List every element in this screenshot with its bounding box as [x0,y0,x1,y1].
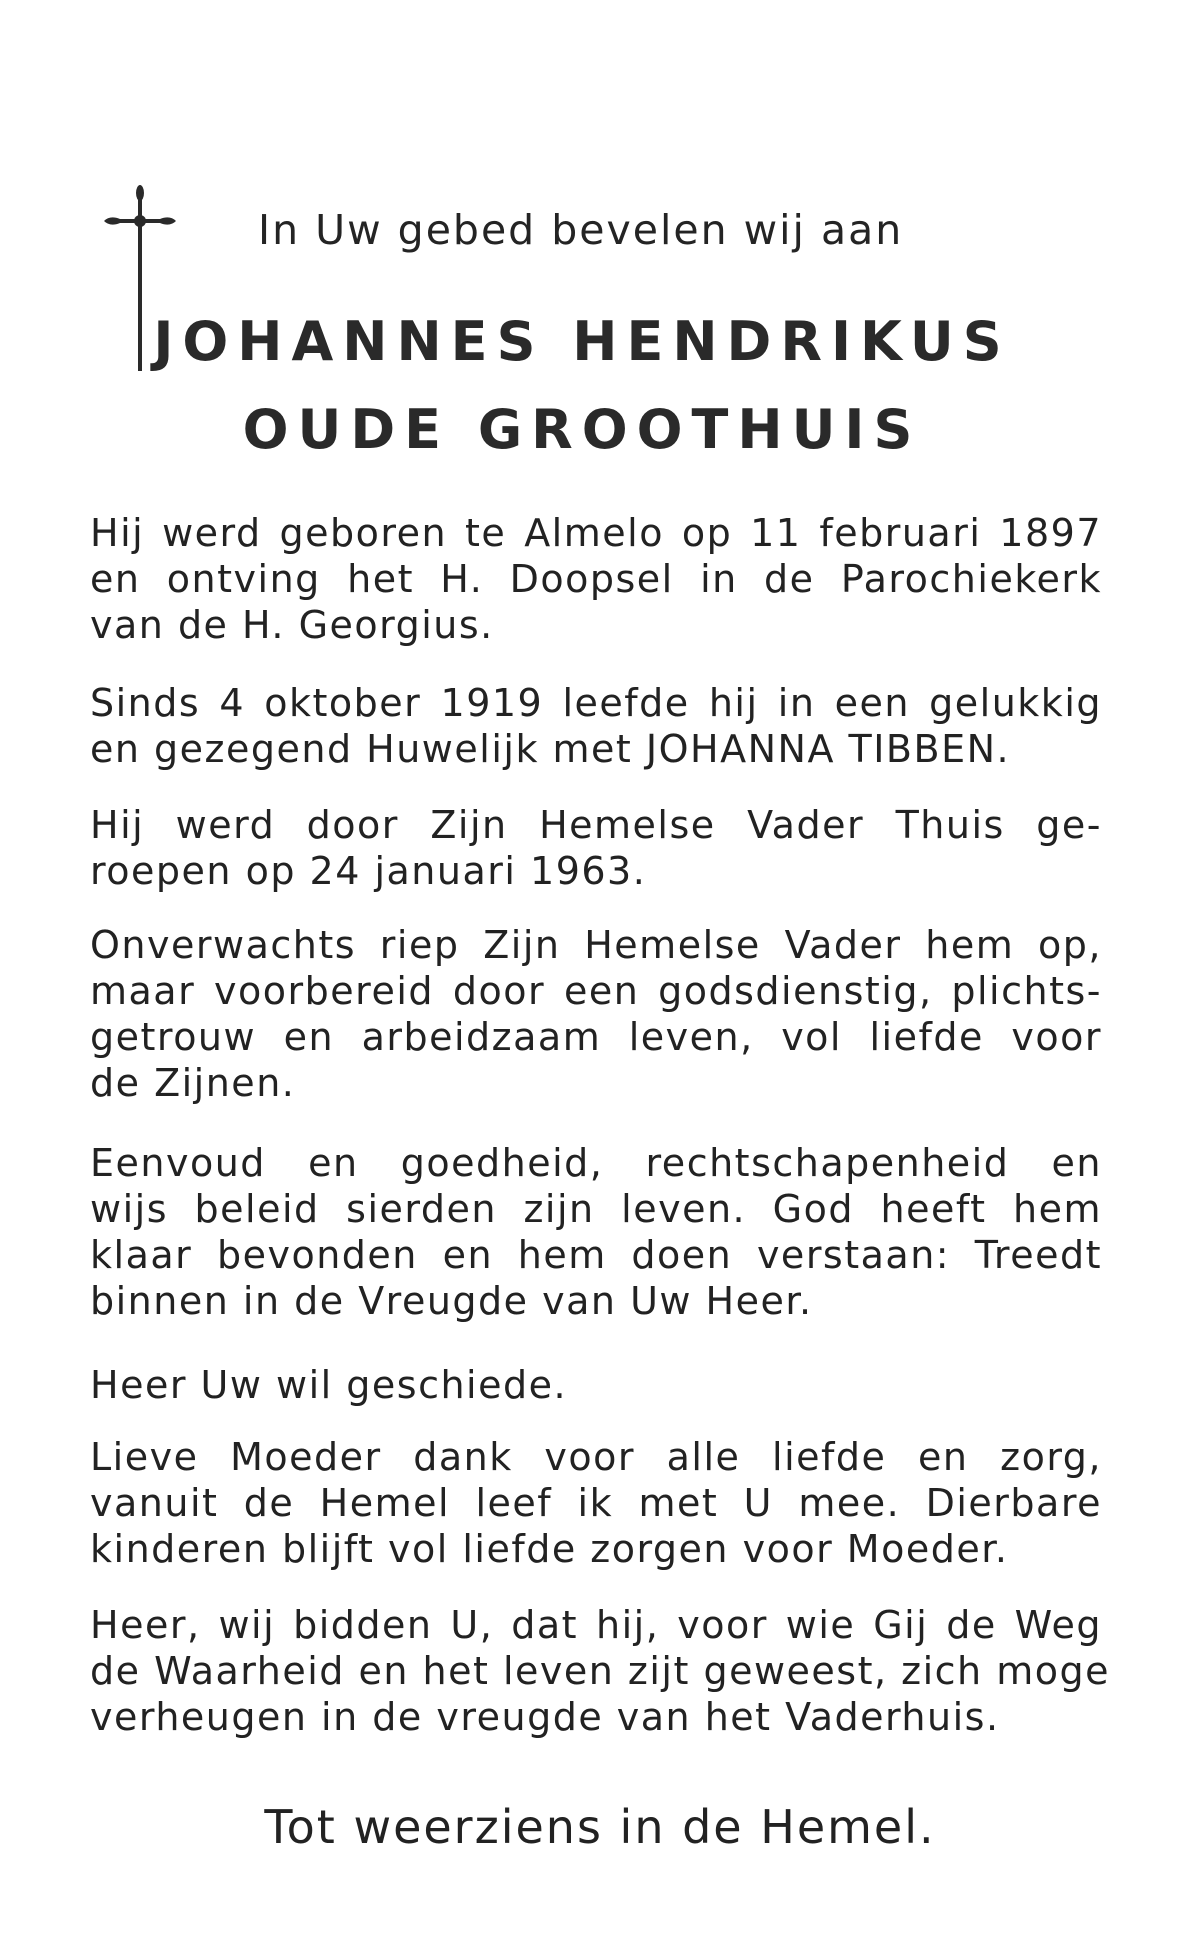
text-line: en ontving het H. Doopsel in de Parochiekerk [90,557,1102,601]
text-line: verheugen in de vreugde van het Vaderhuis. [90,1695,1000,1739]
deceased-name-line-2: OUDE GROOTHUIS [242,398,922,461]
text-line: Hij werd geboren te Almelo op 11 februari 1897 [90,511,1102,555]
text-line: Sinds 4 oktober 1919 leefde hij in een gelukkig [90,681,1102,725]
text-line: kinderen blijft vol liefde zorgen voor Moeder. [90,1527,1009,1571]
text-line: Heer Uw wil geschiede. [90,1363,568,1407]
birth-paragraph [90,510,1102,648]
text-line: klaar bevonden en hem doen verstaan: Treedt [90,1233,1102,1277]
text-line: maar voorbereid door een godsdienstig, plichts- [90,969,1102,1013]
closing-line: Tot weerziens in de Hemel. [264,1800,936,1854]
will-paragraph [90,1362,1102,1408]
deceased-name-line-1: JOHANNES HENDRIKUS [153,310,1011,373]
text-line: en gezegend Huwelijk met JOHANNA TIBBEN. [90,727,1011,771]
text-line: binnen in de Vreugde van Uw Heer. [90,1279,813,1323]
text-line: Hij werd door Zijn Hemelse Vader Thuis ge- [90,803,1102,847]
intro-text: In Uw gebed bevelen wij aan [258,206,904,254]
text-line: Eenvoud en goedheid, rechtschapenheid en [90,1141,1102,1185]
text-line: van de H. Georgius. [90,603,494,647]
text-line: Heer, wij bidden U, dat hij, voor wie Gij de Weg [90,1603,1102,1647]
text-line: getrouw en arbeidzaam leven, vol liefde voor [90,1015,1102,1059]
text-line: vanuit de Hemel leef ik met U mee. Dierbare [90,1481,1102,1525]
text-line: de Zijnen. [90,1061,296,1105]
farewell-paragraph [90,1434,1102,1572]
text-line: Onverwachts riep Zijn Hemelse Vader hem op, [90,923,1102,967]
text-line: roepen op 24 januari 1963. [90,849,647,893]
virtue-paragraph [90,1140,1102,1324]
marriage-paragraph [90,680,1102,772]
text-line: de Waarheid en het leven zijt geweest, zich moge [90,1649,1110,1693]
prayer-paragraph [90,1602,1110,1740]
life-paragraph [90,922,1102,1106]
death-paragraph [90,802,1102,894]
text-line: Lieve Moeder dank voor alle liefde en zorg, [90,1435,1102,1479]
text-line: wijs beleid sierden zijn leven. God heeft hem [90,1187,1102,1231]
